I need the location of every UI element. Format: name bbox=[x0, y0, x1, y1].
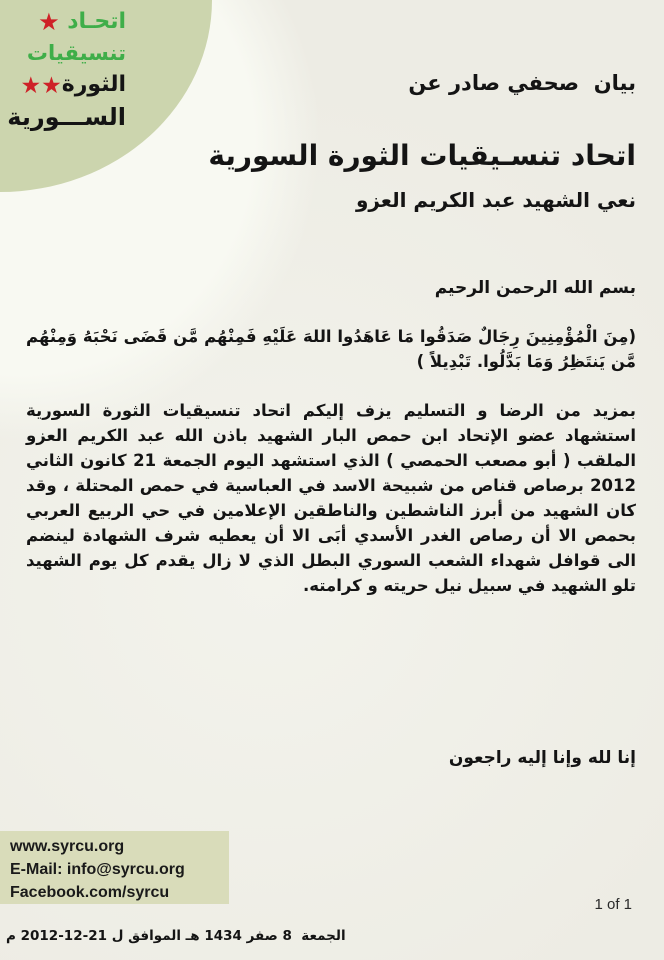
logo-line-syrian bbox=[8, 102, 126, 133]
logo-word-revolution: الثورة bbox=[61, 72, 126, 97]
red-star-icon: ★ bbox=[41, 73, 62, 99]
logo-line-revolution bbox=[8, 69, 126, 102]
logo-word-coordinations: تنسيقيات bbox=[26, 41, 126, 65]
hijri-gregorian-date: الجمعة 8 صفر 1434 هـ الموافق ل 21-12-2012 م bbox=[6, 928, 346, 944]
logo-line-coordinations bbox=[8, 38, 126, 69]
basmala-line: بسم الله الرحمن الرحيم bbox=[434, 278, 636, 298]
quran-verse: (مِنَ الْمُؤْمِنِينَ رِجَالٌ صَدَقُوا مَا عَاهَدُوا اللهَ عَلَيْهِ فَمِنْهُم مَّن قَضَى نَحْبَهُ وَمِنْهُم مَّن يَنتَظِرُ وَمَا بَدَّلُوا. تَبْدِيلاً ) bbox=[26, 327, 636, 371]
logo-word-syrian: الســـورية bbox=[7, 103, 126, 131]
logo-word-union: اتحـاد bbox=[67, 9, 126, 34]
page-number: 1 of 1 bbox=[594, 896, 632, 913]
red-star-icon: ★ bbox=[38, 8, 60, 36]
obituary-body-paragraph: بمزيد من الرضا و التسليم يزف إليكم اتحاد تنسيقيات الثورة السورية استشهاد عضو الإتحاد ابن حمص البار الشهيد باذن الله عبد الكريم العزو الملقب ( أبو مصعب الحمصي ) الذي استشهد اليوم الجمعة 21 كانون الثاني 2012 برصاص قناص من شبيحة الاسد في العباسية في حمص المحتلة ، وقد كان الشهيد من أبرز الناشطين والناطقين الإعلامين في حي الربيع العربي بحمص الا أن رصاص الغدر الأسدي أبَى الا أن يعطيه شرف الشهادة لينضم الى قوافل شهداء الشعب السوري البطل الذي لا زال يقدم كل يوم الشهيد تلو الشهيد في سبيل نيل حريته و كرامته. bbox=[26, 401, 636, 595]
contact-footer-box bbox=[0, 831, 229, 904]
obituary-title: نعي الشهيد عبد الكريم العزو bbox=[355, 188, 636, 212]
logo-line-union bbox=[8, 6, 126, 38]
document-header bbox=[200, 30, 636, 214]
email-address: E-Mail: info@syrcu.org bbox=[10, 861, 185, 878]
facebook-url: Facebook.com/syrcu bbox=[10, 884, 170, 901]
header-organization-name: اتحاد تنسـيقيات الثورة السورية bbox=[208, 139, 636, 172]
header-subtitle: بيان صحفي صادر عن bbox=[408, 71, 636, 95]
website-url: www.syrcu.org bbox=[10, 838, 125, 855]
red-star-icon: ★ bbox=[20, 73, 42, 99]
istirja-line: إنا لله وإنا إليه راجعون bbox=[448, 748, 636, 768]
organization-logo bbox=[8, 6, 126, 133]
